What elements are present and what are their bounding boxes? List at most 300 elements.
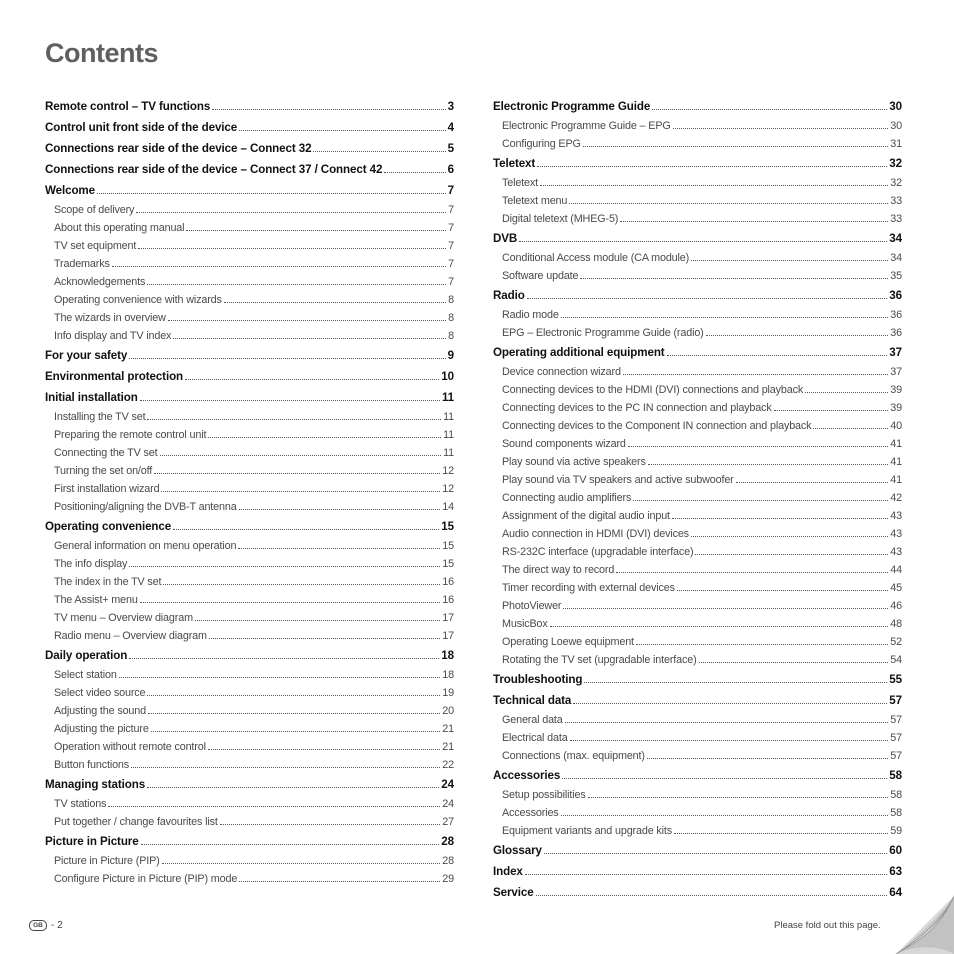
- toc-entry-title: The direct way to record: [502, 564, 615, 576]
- toc-entry-page: 36: [889, 289, 902, 302]
- toc-entry-epg-electronic-programme-guide-radio[interactable]: [493, 324, 902, 342]
- toc-entry-connections-rear-side-of-the-device-connect-37-connect-42[interactable]: [45, 159, 454, 180]
- toc-entry-title: Accessories: [502, 807, 559, 819]
- toc-entry-preparing-the-remote-control-unit[interactable]: [45, 426, 454, 444]
- toc-entry-device-connection-wizard[interactable]: [493, 363, 902, 381]
- toc-entry-page: 32: [889, 157, 902, 170]
- toc-entry-configuring-epg[interactable]: [493, 135, 902, 153]
- toc-entry-operating-convenience[interactable]: [45, 516, 454, 537]
- toc-entry-title: Teletext: [502, 177, 539, 189]
- dot-leader: [695, 554, 888, 555]
- toc-entry-title: Play sound via TV speakers and active subwoofer: [502, 474, 734, 486]
- toc-entry-the-info-display[interactable]: [45, 555, 454, 573]
- dot-leader: [138, 248, 446, 249]
- dot-leader: [148, 713, 440, 714]
- toc-entry-electronic-programme-guide[interactable]: [493, 96, 902, 117]
- toc-entry-software-update[interactable]: [493, 267, 902, 285]
- toc-entry-operating-convenience-with-wizards[interactable]: [45, 291, 454, 309]
- toc-entry-rs-232c-interface-upgradable-interface[interactable]: [493, 543, 902, 561]
- toc-entry-title: Preparing the remote control unit: [54, 429, 207, 441]
- toc-entry-page: 8: [448, 330, 454, 342]
- dot-leader: [563, 608, 888, 609]
- toc-entry-page: 14: [442, 501, 454, 513]
- toc-entry-title: Service: [493, 886, 534, 899]
- toc-entry-radio-mode[interactable]: [493, 306, 902, 324]
- toc-entry-teletext-menu[interactable]: [493, 192, 902, 210]
- toc-entry-page: 63: [889, 865, 902, 878]
- dot-leader: [569, 203, 888, 204]
- dot-leader: [616, 572, 888, 573]
- toc-entry-title: About this operating manual: [54, 222, 185, 234]
- dot-leader: [736, 482, 889, 483]
- dot-leader: [209, 638, 440, 639]
- toc-entry-page: 8: [448, 294, 454, 306]
- toc-entry-sound-components-wizard[interactable]: [493, 435, 902, 453]
- toc-entry-title: Initial installation: [45, 391, 138, 404]
- toc-entry-page: 29: [442, 873, 454, 885]
- toc-entry-positioning-aligning-the-dvb-t-antenna[interactable]: [45, 498, 454, 516]
- dot-leader: [140, 400, 440, 401]
- toc-entry-title: Play sound via active speakers: [502, 456, 646, 468]
- dot-leader: [677, 590, 888, 591]
- toc-entry-page: 52: [890, 636, 902, 648]
- toc-entry-title: Acknowledgements: [54, 276, 146, 288]
- toc-entry-control-unit-front-side-of-the-device[interactable]: [45, 117, 454, 138]
- toc-entry-page: 19: [442, 687, 454, 699]
- toc-entry-operating-additional-equipment[interactable]: [493, 342, 902, 363]
- toc-entry-operating-loewe-equipment[interactable]: [493, 633, 902, 651]
- toc-entry-managing-stations[interactable]: [45, 774, 454, 795]
- toc-entry-page: 4: [447, 121, 454, 134]
- toc-entry-page: 7: [448, 258, 454, 270]
- toc-entry-put-together-change-favourites-list[interactable]: [45, 813, 454, 831]
- toc-entry-page: 15: [442, 558, 454, 570]
- toc-entry-page: 18: [441, 649, 454, 662]
- toc-entry-title: Daily operation: [45, 649, 128, 662]
- toc-entry-page: 58: [889, 769, 902, 782]
- toc-entry-page: 57: [890, 732, 902, 744]
- toc-entry-rotating-the-tv-set-upgradable-interface[interactable]: [493, 651, 902, 669]
- toc-entry-title: Operating additional equipment: [493, 346, 665, 359]
- toc-entry-page: 58: [890, 789, 902, 801]
- dot-leader: [706, 335, 889, 336]
- toc-entry-title: The info display: [54, 558, 128, 570]
- dot-leader: [208, 749, 440, 750]
- toc-entry-setup-possibilities[interactable]: [493, 786, 902, 804]
- toc-entry-acknowledgements[interactable]: [45, 273, 454, 291]
- toc-entry-initial-installation[interactable]: [45, 387, 454, 408]
- toc-entry-title: Connecting the TV set: [54, 447, 158, 459]
- toc-entry-connecting-devices-to-the-pc-in-connection-and-playback[interactable]: [493, 399, 902, 417]
- toc-entry-teletext[interactable]: [493, 153, 902, 174]
- toc-entry-select-video-source[interactable]: [45, 684, 454, 702]
- toc-entry-page: 11: [441, 391, 454, 404]
- toc-entry-musicbox[interactable]: [493, 615, 902, 633]
- toc-entry-tv-set-equipment[interactable]: [45, 237, 454, 255]
- toc-entry-page: 24: [441, 778, 454, 791]
- toc-entry-page: 21: [442, 723, 454, 735]
- toc-entry-page: 64: [889, 886, 902, 899]
- toc-entry-technical-data[interactable]: [493, 690, 902, 711]
- toc-entry-page: 42: [890, 492, 902, 504]
- toc-entry-info-display-and-tv-index[interactable]: [45, 327, 454, 345]
- toc-entry-page: 57: [889, 694, 902, 707]
- toc-entry-picture-in-picture[interactable]: [45, 831, 454, 852]
- toc-entry-service[interactable]: [493, 882, 902, 903]
- toc-entry-trademarks[interactable]: [45, 255, 454, 273]
- toc-entry-electronic-programme-guide-epg[interactable]: [493, 117, 902, 135]
- toc-entry-title: Electronic Programme Guide: [493, 100, 651, 113]
- toc-entry-conditional-access-module-ca-module[interactable]: [493, 249, 902, 267]
- toc-entry-title: Remote control – TV functions: [45, 100, 211, 113]
- dot-leader: [108, 806, 440, 807]
- page-title: Contents: [45, 38, 158, 68]
- dot-leader: [141, 844, 440, 845]
- toc-entry-page: 7: [447, 184, 454, 197]
- toc-entry-page: 39: [890, 402, 902, 414]
- toc-entry-title: Sound components wizard: [502, 438, 626, 450]
- toc-entry-title: Connections rear side of the device – Connect 37 / Connect 42: [45, 163, 383, 176]
- toc-entry-page: 18: [442, 669, 454, 681]
- toc-entry-page: 39: [890, 384, 902, 396]
- toc-entry-page: 7: [448, 222, 454, 234]
- toc-entry-title: The index in the TV set: [54, 576, 162, 588]
- toc-entry-connecting-devices-to-the-component-in-connection-and-playback[interactable]: [493, 417, 902, 435]
- toc-entry-title: For your safety: [45, 349, 128, 362]
- toc-entry-page: 7: [448, 204, 454, 216]
- toc-entry-title: General data: [502, 714, 563, 726]
- toc-right-column: [493, 96, 902, 903]
- toc-entry-title: Radio: [493, 289, 525, 302]
- toc-entry-teletext[interactable]: [493, 174, 902, 192]
- toc-entry-title: Operating Loewe equipment: [502, 636, 634, 648]
- toc-entry-title: The Assist+ menu: [54, 594, 138, 606]
- dot-leader: [573, 703, 887, 704]
- toc-entry-page: 34: [889, 232, 902, 245]
- toc-entry-connecting-audio-amplifiers[interactable]: [493, 489, 902, 507]
- dot-leader: [774, 410, 889, 411]
- toc-entry-about-this-operating-manual[interactable]: [45, 219, 454, 237]
- toc-entry-page: 11: [443, 411, 454, 423]
- toc-entry-title: TV set equipment: [54, 240, 137, 252]
- toc-entry-connections-max-equipment[interactable]: [493, 747, 902, 765]
- toc-entry-timer-recording-with-external-devices[interactable]: [493, 579, 902, 597]
- toc-entry-page: 36: [890, 327, 902, 339]
- toc-entry-title: First installation wizard: [54, 483, 160, 495]
- toc-entry-page: 40: [890, 420, 902, 432]
- toc-entry-page: 30: [889, 100, 902, 113]
- toc-entry-tv-stations[interactable]: [45, 795, 454, 813]
- toc-entry-page: 37: [889, 346, 902, 359]
- toc-entry-turning-the-set-on-off[interactable]: [45, 462, 454, 480]
- toc-entry-title: Device connection wizard: [502, 366, 621, 378]
- toc-entry-title: Electronic Programme Guide – EPG: [502, 120, 671, 132]
- toc-entry-page: 37: [890, 366, 902, 378]
- dot-leader: [580, 278, 888, 279]
- toc-entry-page: 43: [890, 528, 902, 540]
- toc-entry-page: 3: [447, 100, 454, 113]
- toc-entry-title: Connecting audio amplifiers: [502, 492, 632, 504]
- toc-entry-title: Installing the TV set: [54, 411, 146, 423]
- toc-entry-radio-menu-overview-diagram[interactable]: [45, 627, 454, 645]
- toc-entry-page: 31: [890, 138, 902, 150]
- dot-leader: [537, 166, 887, 167]
- toc-entry-accessories[interactable]: [493, 804, 902, 822]
- toc-entry-the-index-in-the-tv-set[interactable]: [45, 573, 454, 591]
- toc-entry-title: Configure Picture in Picture (PIP) mode: [54, 873, 238, 885]
- dot-leader: [561, 317, 889, 318]
- toc-entry-the-wizards-in-overview[interactable]: [45, 309, 454, 327]
- toc-entry-title: Adjusting the sound: [54, 705, 146, 717]
- toc-entry-title: Connecting devices to the Component IN connection and playback: [502, 420, 812, 432]
- toc-entry-title: Electrical data: [502, 732, 568, 744]
- dot-leader: [173, 338, 446, 339]
- dot-leader: [570, 740, 889, 741]
- toc-entry-title: Assignment of the digital audio input: [502, 510, 670, 522]
- toc-entry-picture-in-picture-pip[interactable]: [45, 852, 454, 870]
- toc-entry-page: 60: [889, 844, 902, 857]
- language-badge: GB: [29, 920, 47, 931]
- toc-entry-page: 41: [890, 456, 902, 468]
- toc-entry-select-station[interactable]: [45, 666, 454, 684]
- dot-leader: [583, 146, 889, 147]
- toc-entry-page: 6: [447, 163, 454, 176]
- toc-entry-page: 15: [442, 540, 454, 552]
- toc-entry-title: Adjusting the picture: [54, 723, 149, 735]
- toc-entry-title: TV menu – Overview diagram: [54, 612, 193, 624]
- dot-leader: [224, 302, 446, 303]
- toc-entry-title: Setup possibilities: [502, 789, 586, 801]
- dot-leader: [162, 863, 441, 864]
- toc-entry-title: The wizards in overview: [54, 312, 166, 324]
- toc-entry-title: Audio connection in HDMI (DVI) devices: [502, 528, 689, 540]
- toc-entry-page: 32: [890, 177, 902, 189]
- toc-entry-title: General information on menu operation: [54, 540, 237, 552]
- toc-entry-for-your-safety[interactable]: [45, 345, 454, 366]
- toc-entry-photoviewer[interactable]: [493, 597, 902, 615]
- dot-leader: [186, 230, 446, 231]
- dot-leader: [525, 874, 888, 875]
- toc-entry-page: 46: [890, 600, 902, 612]
- toc-entry-title: Managing stations: [45, 778, 146, 791]
- toc-entry-glossary[interactable]: [493, 840, 902, 861]
- toc-entry-page: 10: [441, 370, 454, 383]
- toc-entry-configure-picture-in-picture-pip-mode[interactable]: [45, 870, 454, 888]
- toc-entry-title: PhotoViewer: [502, 600, 562, 612]
- toc-entry-title: Connecting devices to the HDMI (DVI) connections and playback: [502, 384, 804, 396]
- toc-entry-title: Technical data: [493, 694, 572, 707]
- dot-leader: [147, 284, 446, 285]
- toc-entry-page: 57: [890, 714, 902, 726]
- toc-entry-troubleshooting[interactable]: [493, 669, 902, 690]
- toc-entry-page: 9: [447, 349, 454, 362]
- toc-entry-button-functions[interactable]: [45, 756, 454, 774]
- dot-leader: [519, 241, 887, 242]
- toc-entry-title: Operating convenience: [45, 520, 172, 533]
- toc-entry-first-installation-wizard[interactable]: [45, 480, 454, 498]
- toc-entry-page: 7: [448, 240, 454, 252]
- dot-leader: [691, 536, 888, 537]
- toc-entry-index[interactable]: [493, 861, 902, 882]
- dot-leader: [813, 428, 888, 429]
- dot-leader: [588, 797, 889, 798]
- toc-entry-page: 17: [442, 630, 454, 642]
- toc-entry-title: Connections (max. equipment): [502, 750, 645, 762]
- dot-leader: [147, 787, 439, 788]
- toc-entry-connections-rear-side-of-the-device-connect-32[interactable]: [45, 138, 454, 159]
- dot-leader: [195, 620, 440, 621]
- toc-entry-connecting-the-tv-set[interactable]: [45, 444, 454, 462]
- toc-entry-operation-without-remote-control[interactable]: [45, 738, 454, 756]
- dot-leader: [173, 529, 439, 530]
- dot-leader: [163, 584, 440, 585]
- toc-entry-page: 15: [441, 520, 454, 533]
- toc-entry-the-direct-way-to-record[interactable]: [493, 561, 902, 579]
- toc-entry-title: Accessories: [493, 769, 561, 782]
- toc-entry-page: 27: [442, 816, 454, 828]
- dot-leader: [154, 473, 440, 474]
- toc-entry-environmental-protection[interactable]: [45, 366, 454, 387]
- toc-entry-title: Digital teletext (MHEG-5): [502, 213, 619, 225]
- toc-entry-title: Positioning/aligning the DVB-T antenna: [54, 501, 237, 513]
- toc-entry-title: Welcome: [45, 184, 95, 197]
- dot-leader: [691, 260, 888, 261]
- dot-leader: [536, 895, 888, 896]
- toc-entry-title: Turning the set on/off: [54, 465, 153, 477]
- toc-entry-page: 41: [890, 474, 902, 486]
- toc-entry-play-sound-via-active-speakers[interactable]: [493, 453, 902, 471]
- toc-entry-radio[interactable]: [493, 285, 902, 306]
- toc-entry-title: Radio mode: [502, 309, 559, 321]
- toc-entry-general-data[interactable]: [493, 711, 902, 729]
- toc-entry-title: Info display and TV index: [54, 330, 172, 342]
- toc-entry-page: 36: [890, 309, 902, 321]
- toc-entry-scope-of-delivery[interactable]: [45, 201, 454, 219]
- dot-leader: [136, 212, 446, 213]
- dot-leader: [140, 602, 441, 603]
- toc-entry-page: 30: [890, 120, 902, 132]
- dot-leader: [550, 626, 889, 627]
- toc-entry-welcome[interactable]: [45, 180, 454, 201]
- toc-entry-page: 55: [889, 673, 902, 686]
- dot-leader: [313, 151, 445, 152]
- dot-leader: [527, 298, 888, 299]
- toc-entry-page: 8: [448, 312, 454, 324]
- dot-leader: [636, 644, 888, 645]
- toc-entry-audio-connection-in-hdmi-dvi-devices[interactable]: [493, 525, 902, 543]
- toc-entry-page: 54: [890, 654, 902, 666]
- toc-entry-title: Timer recording with external devices: [502, 582, 675, 594]
- toc-entry-title: Index: [493, 865, 523, 878]
- toc-entry-page: 24: [442, 798, 454, 810]
- toc-entry-page: 11: [443, 429, 454, 441]
- toc-entry-daily-operation[interactable]: [45, 645, 454, 666]
- dot-leader: [131, 767, 440, 768]
- toc-entry-page: 17: [442, 612, 454, 624]
- toc-entry-the-assist-menu[interactable]: [45, 591, 454, 609]
- dot-leader: [628, 446, 888, 447]
- toc-entry-equipment-variants-and-upgrade-kits[interactable]: [493, 822, 902, 840]
- dot-leader: [672, 518, 888, 519]
- dot-leader: [147, 419, 441, 420]
- toc-entry-page: 16: [442, 594, 454, 606]
- dot-leader: [239, 509, 441, 510]
- toc-entry-assignment-of-the-digital-audio-input[interactable]: [493, 507, 902, 525]
- toc-entry-title: RS-232C interface (upgradable interface): [502, 546, 694, 558]
- dot-leader: [160, 455, 442, 456]
- dot-leader: [620, 221, 888, 222]
- toc-entry-electrical-data[interactable]: [493, 729, 902, 747]
- toc-entry-title: Picture in Picture (PIP): [54, 855, 160, 867]
- toc-entry-page: 16: [442, 576, 454, 588]
- toc-entry-page: 43: [890, 546, 902, 558]
- dot-leader: [119, 677, 441, 678]
- dot-leader: [129, 566, 440, 567]
- toc-entry-title: Environmental protection: [45, 370, 184, 383]
- toc-entry-page: 28: [441, 835, 454, 848]
- toc-entry-installing-the-tv-set[interactable]: [45, 408, 454, 426]
- dot-leader: [673, 128, 889, 129]
- toc-entry-title: Operating convenience with wizards: [54, 294, 222, 306]
- toc-entry-page: 11: [443, 447, 454, 459]
- toc-entry-title: Button functions: [54, 759, 130, 771]
- dot-leader: [565, 722, 889, 723]
- toc-entry-title: MusicBox: [502, 618, 548, 630]
- dot-leader: [544, 853, 887, 854]
- toc-entry-title: Troubleshooting: [493, 673, 583, 686]
- toc-entry-page: 57: [890, 750, 902, 762]
- toc-entry-page: 28: [442, 855, 454, 867]
- dot-leader: [151, 731, 441, 732]
- dot-leader: [238, 548, 440, 549]
- dot-leader: [667, 355, 888, 356]
- toc-entry-general-information-on-menu-operation[interactable]: [45, 537, 454, 555]
- toc-entry-title: Radio menu – Overview diagram: [54, 630, 207, 642]
- toc-entry-play-sound-via-tv-speakers-and-active-subwoofer[interactable]: [493, 471, 902, 489]
- toc-entry-adjusting-the-sound[interactable]: [45, 702, 454, 720]
- dot-leader: [633, 500, 888, 501]
- toc-entry-digital-teletext-mheg-5[interactable]: [493, 210, 902, 228]
- dot-leader: [168, 320, 446, 321]
- toc-entry-connecting-devices-to-the-hdmi-dvi-connections-and-playback[interactable]: [493, 381, 902, 399]
- toc-entry-title: EPG – Electronic Programme Guide (radio): [502, 327, 704, 339]
- toc-entry-accessories[interactable]: [493, 765, 902, 786]
- toc-entry-title: Connecting devices to the PC IN connection and playback: [502, 402, 772, 414]
- dot-leader: [561, 815, 889, 816]
- toc-entry-title: Select station: [54, 669, 117, 681]
- dot-leader: [623, 374, 888, 375]
- dot-leader: [129, 358, 445, 359]
- toc-entry-title: Equipment variants and upgrade kits: [502, 825, 673, 837]
- toc-entry-page: 22: [442, 759, 454, 771]
- toc-entry-title: Teletext: [493, 157, 536, 170]
- dot-leader: [161, 491, 440, 492]
- toc-entry-tv-menu-overview-diagram[interactable]: [45, 609, 454, 627]
- toc-entry-title: Glossary: [493, 844, 542, 857]
- toc-entry-page: 41: [890, 438, 902, 450]
- dot-leader: [147, 695, 440, 696]
- toc-entry-page: 35: [890, 270, 902, 282]
- toc-entry-title: Scope of delivery: [54, 204, 135, 216]
- dot-leader: [129, 658, 439, 659]
- dot-leader: [647, 758, 888, 759]
- toc-entry-remote-control-tv-functions[interactable]: [45, 96, 454, 117]
- dot-leader: [220, 824, 441, 825]
- toc-entry-dvb[interactable]: [493, 228, 902, 249]
- page-number: - 2: [51, 920, 63, 931]
- dot-leader: [805, 392, 888, 393]
- toc-entry-adjusting-the-picture[interactable]: [45, 720, 454, 738]
